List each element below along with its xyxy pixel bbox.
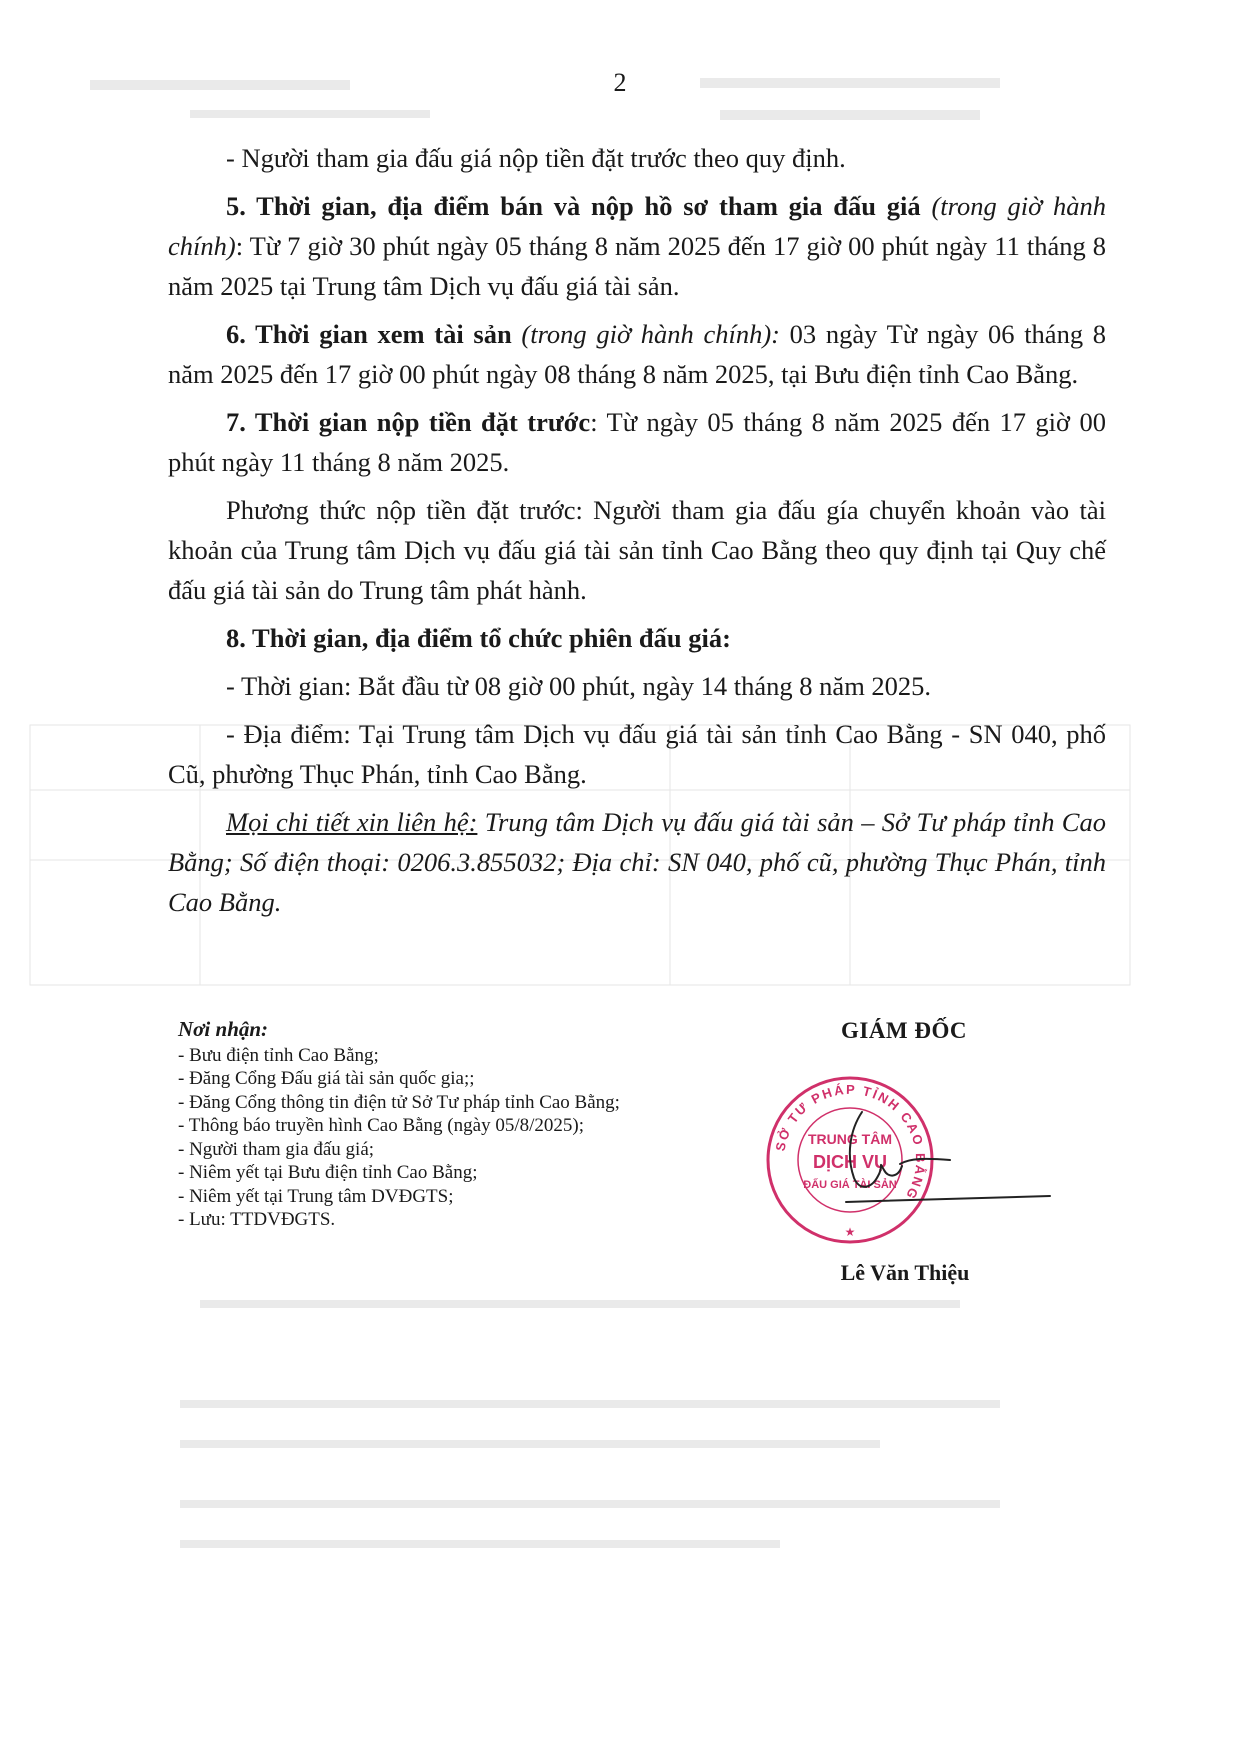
section-8-title-text: 8. Thời gian, địa điểm tổ chức phiên đấu giá: — [226, 623, 731, 653]
stamp-ring-text: SỞ TƯ PHÁP TỈNH CAO BẰNG — [772, 1081, 929, 1204]
signer-title: GIÁM ĐỐC — [840, 1018, 968, 1043]
section-7-title: 7. Thời gian nộp tiền đặt trước — [226, 407, 591, 437]
recipients-block — [178, 1018, 698, 1232]
recipient-item: - Người tham gia đấu giá; — [178, 1138, 375, 1160]
recipient-item: - Niêm yết tại Trung tâm DVĐGTS; — [178, 1185, 454, 1207]
signer-name: Lê Văn Thiệu — [840, 1260, 970, 1285]
section-5-title: 5. Thời gian, địa điểm bán và nộp hồ sơ tham gia đấu giá — [226, 191, 921, 221]
stamp-line-2: DỊCH VỤ — [812, 1152, 888, 1172]
recipient-item: - Thông báo truyền hình Cao Bằng (ngày 05/8/2025); — [178, 1115, 584, 1136]
body-text — [168, 138, 1106, 922]
recipient-item: - Lưu: TTDVĐGTS. — [178, 1209, 336, 1230]
official-stamp — [750, 1060, 1070, 1260]
contact-text: Trung tâm Dịch vụ đấu giá tài sản – Sở Tư pháp tỉnh Cao Bằng; Số điện thoại: 0206.3.855032; Địa chỉ: SN 040, phố cũ, phường Thục Phán, tỉnh Cao Bằng. — [168, 807, 1106, 917]
recipient-item: - Niêm yết tại Bưu điện tỉnh Cao Bằng; — [178, 1162, 478, 1183]
section-7 — [168, 402, 1106, 482]
contact-label: Mọi chi tiết xin liên hệ: — [226, 807, 478, 837]
recipient-item: - Đăng Cổng Đấu giá tài sản quốc gia;; — [178, 1068, 475, 1089]
section-7-text: : Từ ngày 05 tháng 8 năm 2025 đến 17 giờ 00 phút ngày 11 tháng 8 năm 2025. — [168, 407, 1106, 477]
section-6-note: (trong giờ hành chính): — [521, 319, 780, 349]
section-8-time: - Thời gian: Bắt đầu từ 08 giờ 00 phút, ngày 14 tháng 8 năm 2025. — [226, 671, 932, 701]
recipient-item: - Bưu điện tỉnh Cao Bằng; — [178, 1044, 379, 1066]
stamp-star-icon: ★ — [844, 1225, 856, 1239]
stamp-line-3: ĐẤU GIÁ TÀI SẢN — [803, 1179, 897, 1191]
section-5 — [168, 186, 1106, 306]
stamp-line-1: TRUNG TÂM — [808, 1131, 892, 1147]
recipient-item: - Đăng Cổng thông tin điện tử Sở Tư pháp tỉnh Cao Bằng; — [178, 1091, 620, 1113]
section-8-place: - Địa điểm: Tại Trung tâm Dịch vụ đấu giá tài sản tỉnh Cao Bằng - SN 040, phố Cũ, phường Thục Phán, tỉnh Cao Bằng. — [168, 719, 1106, 789]
section-6-title: 6. Thời gian xem tài sản — [226, 319, 512, 349]
page-number: 2 — [613, 68, 627, 97]
payment-method: Phương thức nộp tiền đặt trước: Người tham gia đấu gía chuyển khoản vào tài khoản của Trung tâm Dịch vụ đấu giá tài sản tỉnh Cao Bằng theo quy định tại Quy chế đấu giá tài sản do Trung tâm phát hành. — [168, 495, 1106, 605]
section-5-text: : Từ 7 giờ 30 phút ngày 05 tháng 8 năm 2025 đến 17 giờ 00 phút ngày 11 tháng 8 năm 2025 tại Trung tâm Dịch vụ đấu giá tài sản. — [168, 231, 1106, 301]
section-6 — [168, 314, 1106, 394]
bullet-deposit: - Người tham gia đấu giá nộp tiền đặt trước theo quy định. — [226, 143, 846, 173]
section-6-text: 03 ngày Từ ngày 06 tháng 8 năm 2025 đến 17 giờ 00 phút ngày 08 tháng 8 năm 2025, tại Bưu điện tỉnh Cao Bằng. — [168, 319, 1107, 389]
section-8-title — [168, 618, 1106, 658]
contact-info — [168, 802, 1106, 922]
recipients-heading: Nơi nhận: — [178, 1017, 269, 1041]
section-5-note: (trong giờ hành chính) — [168, 191, 1107, 261]
